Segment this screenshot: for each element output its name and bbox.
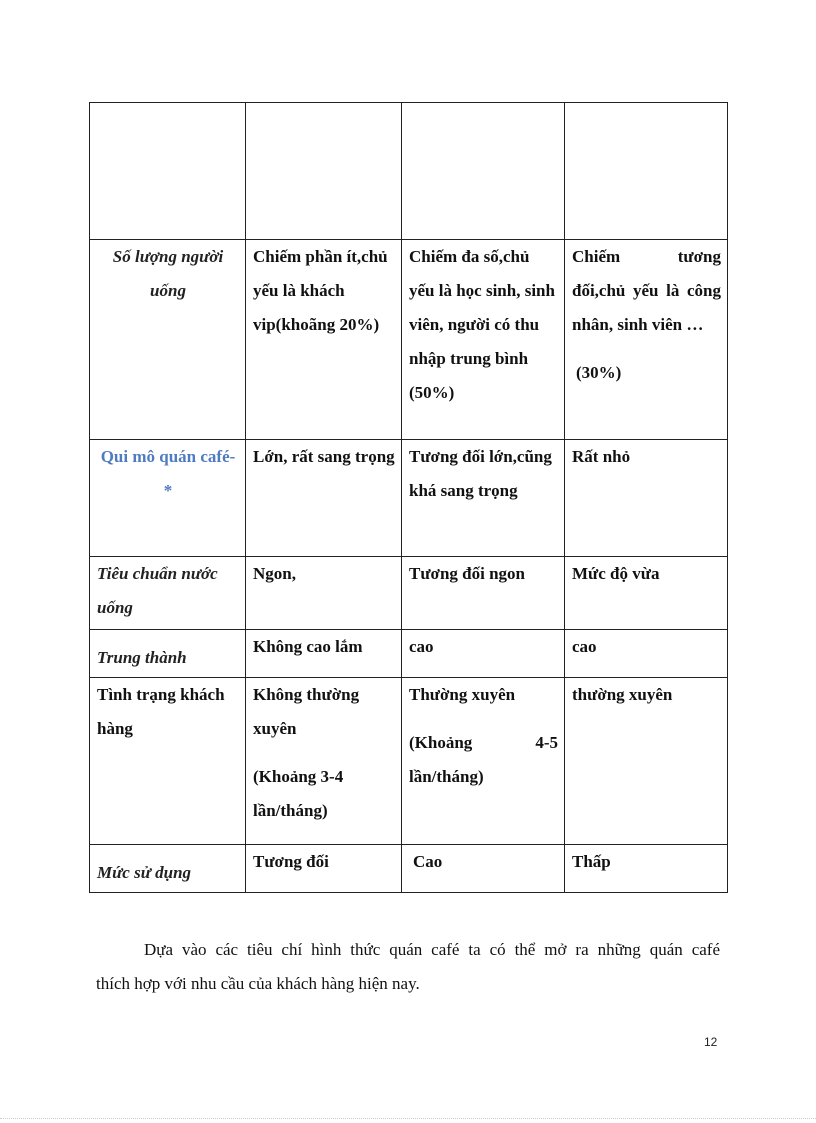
row-label-muc-su-dung: Mức sử dụng <box>90 845 246 893</box>
cell-subtext: (Khoảng 3-4 lần/tháng) <box>253 767 344 820</box>
table-row <box>90 103 728 240</box>
row-label-so-luong: Số lượng người uống <box>90 240 246 440</box>
cell-text: Không thường xuyên <box>253 685 360 738</box>
table-cell: Ngon, <box>246 557 402 630</box>
table-cell: Tương đối ngon <box>402 557 565 630</box>
table-cell <box>246 103 402 240</box>
row-label-tieu-chuan: Tiêu chuẩn nước uống <box>90 557 246 630</box>
paragraph-line: thích hợp với nhu cầu của khách hàng hiện nay. <box>96 974 420 993</box>
table-cell: Tương đối lớn,cũng khá sang trọng <box>402 440 565 557</box>
comparison-table <box>89 102 728 893</box>
page-number: 12 <box>704 1035 718 1049</box>
cell-text: Thường xuyên <box>409 685 516 704</box>
table-cell <box>402 103 565 240</box>
table-cell: Mức độ vừa <box>565 557 728 630</box>
table-cell: Chiếm phần ít,chủ yếu là khách vip(khoãng 20%) <box>246 240 402 440</box>
table-cell: Chiếm đa số,chủ yếu là học sinh, sinh viên, người có thu nhập trung bình (50%) <box>402 240 565 440</box>
table-cell: thường xuyên <box>565 678 728 845</box>
paragraph-line: Dựa vào các tiêu chí hình thức quán café ta có thể mở ra những quán café <box>144 940 720 959</box>
row-label-trung-thanh: Trung thành <box>90 630 246 678</box>
table-cell <box>402 678 565 845</box>
row-label-tinh-trang: Tình trạng khách hàng <box>90 678 246 845</box>
table-row <box>90 557 728 630</box>
cell-text: Chiếm tương đối,chủ yếu là công nhân, sinh viên … <box>572 247 721 334</box>
table-cell <box>565 103 728 240</box>
table-row <box>90 240 728 440</box>
table-cell: Không cao lắm <box>246 630 402 678</box>
page-bottom-border <box>0 1118 816 1119</box>
table-cell: Lớn, rất sang trọng <box>246 440 402 557</box>
cell-subtext: (Khoảng 4-5 lần/tháng) <box>409 733 558 786</box>
table-cell: Cao <box>402 845 565 893</box>
table-cell: Thấp <box>565 845 728 893</box>
table-row <box>90 440 728 557</box>
table-cell: Tương đối <box>246 845 402 893</box>
table-row <box>90 630 728 678</box>
table-cell: cao <box>402 630 565 678</box>
table-cell <box>246 678 402 845</box>
table-cell <box>90 103 246 240</box>
table-row <box>90 845 728 893</box>
table-cell <box>565 240 728 440</box>
table-cell: cao <box>565 630 728 678</box>
table-cell: Rất nhỏ <box>565 440 728 557</box>
table-row <box>90 678 728 845</box>
cell-subtext: (30%) <box>576 363 622 382</box>
row-label-qui-mo: Qui mô quán café-* <box>90 440 246 557</box>
